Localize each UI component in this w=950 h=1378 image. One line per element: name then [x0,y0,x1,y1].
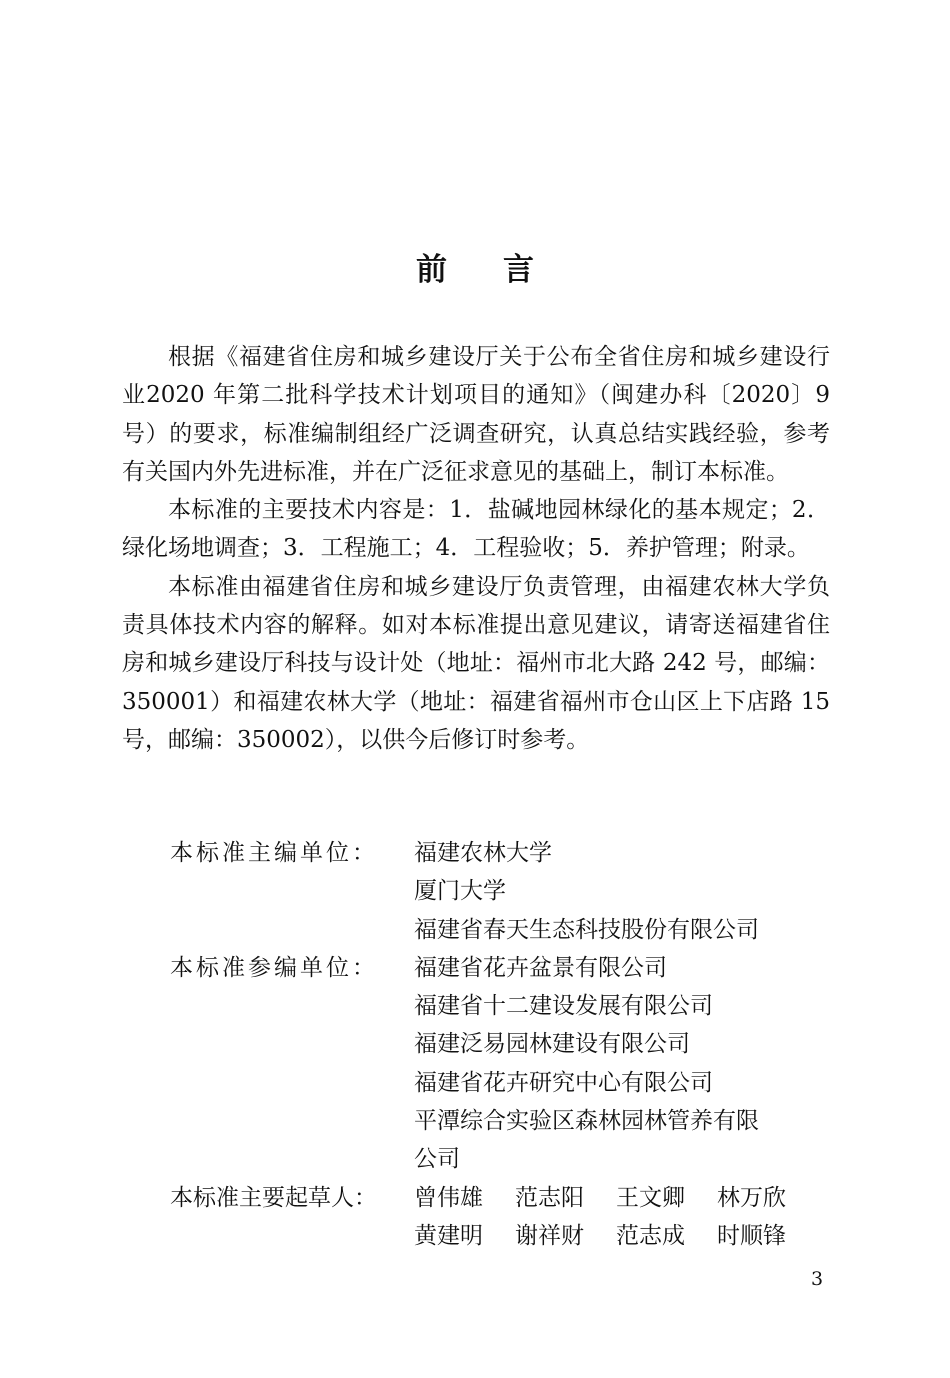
drafter-name: 范志成 [616,1222,685,1249]
participating-units [170,949,830,1179]
participating-unit-item: 福建泛易园林建设有限公司 [414,1031,690,1058]
participating-unit-item: 公司 [414,1146,460,1173]
drafter-name: 曾伟雄 [414,1184,483,1211]
participating-unit-item: 福建省十二建设发展有限公司 [414,993,713,1020]
chief-units-list [414,834,830,949]
drafter-row [414,1179,830,1217]
participating-units-label: 本标准参编单位： [170,954,378,981]
page-number: 3 [811,1268,824,1290]
drafters-list [414,1179,830,1256]
chief-unit-item: 福建农林大学 [414,840,552,866]
paragraph-main-content: 本标准的主要技术内容是：1．盐碱地园林绿化的基本规定；2．绿化场地调查；3．工程施工；4．工程验收；5．养护管理；附录。 [122,497,830,562]
drafter-name: 范志阳 [515,1184,584,1211]
participating-unit-item: 平潭综合实验区森林园林管养有限 [414,1108,759,1135]
drafter-name: 王文卿 [616,1184,685,1211]
drafter-name: 黄建明 [414,1222,483,1249]
page-title: 前言 [416,252,590,288]
paragraph-management: 本标准由福建省住房和城乡建设厅负责管理，由福建农林大学负责具体技术内容的解释。如对本标准提出意见建议，请寄送福建省住房和城乡建设厅科技与设计处（地址：福州市北大路 242 号，邮编：350001）和福建农林大学（地址：福建省福州市仓山区上下店路 15 号，邮编：350002），以供今后修订时参考。 [122,573,830,753]
drafter-name: 谢祥财 [515,1222,584,1249]
units-section [170,834,830,1255]
paragraph-basis: 根据《福建省住房和城乡建设厅关于公布全省住房和城乡建设行业2020 年第二批科学技术计划项目的通知》（闽建办科〔2020〕9 号）的要求，标准编制组经广泛调查研究，认真总结实践经验，参考有关国内外先进标准，并在广泛征求意见的基础上，制订本标准。 [122,344,830,485]
drafters-label: 本标准主要起草人： [170,1184,377,1211]
drafter-row [414,1217,830,1255]
chief-unit-item: 厦门大学 [414,878,506,905]
chief-units-label: 本标准主编单位： [170,840,378,866]
chief-units [170,834,830,949]
participating-unit-item: 福建省花卉研究中心有限公司 [414,1069,713,1096]
drafter-name: 林万欣 [717,1184,786,1211]
preface-body [122,338,830,759]
drafters [170,1179,830,1256]
participating-units-list [414,949,830,1179]
chief-unit-item: 福建省春天生态科技股份有限公司 [414,916,759,943]
participating-unit-item: 福建省花卉盆景有限公司 [414,954,667,981]
drafter-name: 时顺锋 [717,1222,786,1249]
